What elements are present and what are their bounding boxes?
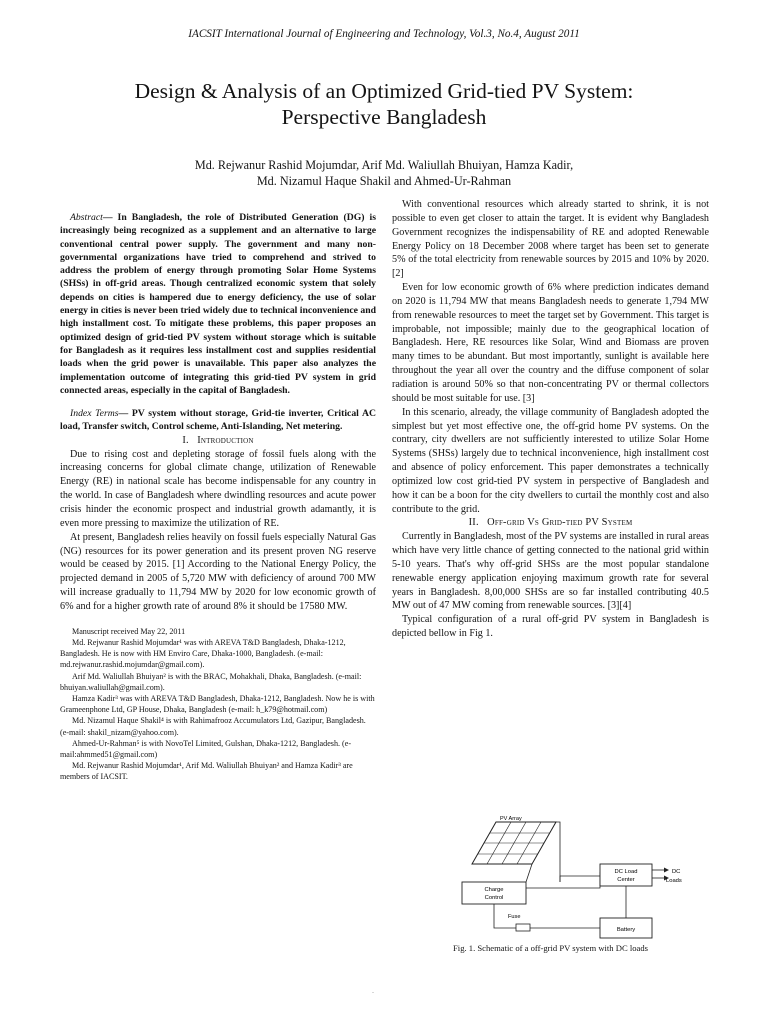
section-2-heading — [392, 516, 709, 530]
section-2-title: Off-grid Vs Grid-tied PV System — [487, 517, 633, 529]
section-1-number: I. — [182, 434, 189, 446]
abstract-text: — In Bangladesh, the role of Distributed Generation (DG) is increasingly being recognized as a supplement and an alternative to large conventional central power supply. The government and many non-governmental organizations have tried to comprehend and strived to address the problem of energy through promoting Solar Home Systems (SHSs) in off-grid areas. Though centralized economic system that solely depends on cities is hampered due to energy deficiency, the use of solar energy in cities is never been tried widely due to technical inconvenience and high installment cost. To mitigate these problems, this paper proposes an optimized design of grid-tied PV system without storage which is suitable for Bangladesh as it requires less installment cost and supplies residential loads when the grid power is unavailable. This paper also analyzes the implementation outcome of integrating this grid-tied PV system in grid connected areas, especially in the capital of Bangladesh. — [60, 212, 376, 396]
page-mark: . — [372, 986, 374, 995]
footnote-1: Manuscript received May 22, 2011 — [72, 626, 186, 636]
label-control: Control — [484, 895, 504, 901]
right-paragraph-1: With conventional resources which already started to shrink, it is not possible to even get closer to attain the target. It is evident why Bangladesh Government recognizes the indispensability of RE and adopted Renewable Energy Policy on 18 December 2008 where target has been set to generate 5% of the total electricity from renewable sources by 2015 and 10% by 2020. [2] — [392, 199, 709, 280]
authors-line-2: Md. Nizamul Haque Shakil and Ahmed-Ur-Rahman — [256, 174, 512, 188]
title-line-2: Perspective Bangladesh — [281, 105, 487, 129]
index-terms — [60, 407, 376, 434]
intro-paragraph-2: At present, Bangladesh relies heavily on fossil fuels especially Natural Gas (NG) resources for its power generation and its present proven NG reserve would be ceased by 2015. [1] According to the National Energy Policy, the projected demand in 2005 of 5,720 MW with deficiency of around 700 MW will increase gradually to 11,794 MW by 2020 for low economic growth of 6% and for a higher growth rate of around 8% it should be 17580 MW. — [60, 531, 376, 612]
section-1-heading — [60, 434, 376, 448]
label-loads: Loads — [666, 878, 682, 884]
abstract — [60, 211, 376, 397]
footnote-5: Md. Nizamul Haque Shakil⁴ is with Rahimafrooz Accumulators Ltd, Gazipur, Bangladesh. (e-mail: shakil_nizam@yahoo.com). — [60, 716, 366, 737]
section-2-number: II. — [468, 517, 479, 529]
section-2-paragraph-2: Typical configuration of a rural off-grid PV system in Bangladesh is depicted bellow in Fig 1. — [392, 614, 709, 640]
label-battery: Battery — [616, 927, 636, 933]
figure-1 — [460, 816, 680, 942]
pv-array-panel — [472, 822, 556, 864]
footnote-6: Ahmed-Ur-Rahman⁵ is with NovoTel Limited, Gulshan, Dhaka-1212, Bangladesh. (e-mail:ahmmed51@gmail.com) — [60, 738, 352, 759]
right-paragraph-3: In this scenario, already, the village community of Bangladesh adopted the simplest but yet most effective one, the off-grid home PV systems. On the contrary, city dwellers are not sufficiently interested to utilize Solar Home Systems (SHSs) largely due to technical inconvenience, high installment cost and absence of policy enforcement. This paper demonstrates a technically optimized low cost grid-tied PV system in perspective of Bangladesh and how it can be a boon for the city dwellers to curtail the monthly cost and also contribute to the grid. — [392, 406, 709, 515]
right-paragraph-2: Even for low economic growth of 6% where prediction indicates demand on 2020 is 11,794 MW that means Bangladesh needs to generate 1,794 MW from renewable resources to meet the target set by Government. This target is improbable, not impossible; mainly due to the geographical location of Bangladesh. Here, RE resources like Solar, Wind and Biomass are proven many times to be abundant. But most importantly, sunlight is available here throughout the year all over the country and the diffuse component of solar radiation is around 50% so that non-concentrating PV or thermal collectors should be most suitable for use. [3] — [392, 282, 709, 404]
label-pv-array: PV Array — [500, 816, 522, 822]
author-list — [80, 157, 688, 189]
figure-1-schematic — [460, 816, 680, 942]
footnote-4: Hamza Kadir³ was with AREVA T&D Bangladesh, Dhaka-1212, Bangladesh. Now he is with Grameenphone Ltd, GP House, Dhaka, Bangladesh (e-mail: h_k79@hotmail.com) — [60, 693, 375, 715]
section-2-paragraph-1: Currently in Bangladesh, most of the PV systems are installed in rural areas which have very little chance of getting connected to the national grid within 5-10 years. That's why off-grid SHSs are the most popular standalone renewable energy application enjoying maximum growth rate for several years in Bangladesh. 8,00,000 SHSs are so far installed contributing 40.5 MW out of 47 MW coming from renewable sources. [3][4] — [392, 531, 709, 612]
title-line-1: Design & Analysis of an Optimized Grid-tied PV System: — [134, 79, 634, 103]
authors-line-1: Md. Rejwanur Rashid Mojumdar, Arif Md. Waliullah Bhuiyan, Hamza Kadir, — [194, 158, 574, 172]
label-dc-load: DC Load — [614, 869, 638, 875]
footnote-3: Arif Md. Waliullah Bhuiyan² is with the BRAC, Mohakhali, Dhaka, Bangladesh. (e-mail: bhuiyan.waliullah@gmail.com). — [60, 671, 362, 692]
section-1-title: Introduction — [197, 434, 254, 446]
right-column — [392, 198, 709, 641]
label-center: Center — [617, 877, 635, 883]
index-terms-text: — PV system without storage, Grid-tie inverter, Critical AC load, Transfer switch, Control scheme, Anti-Islanding, Net metering. — [60, 408, 376, 433]
label-dc: DC — [672, 869, 681, 875]
paper-title — [60, 78, 708, 130]
abstract-lead: Abstract — [70, 212, 103, 223]
running-head: IACSIT International Journal of Engineering and Technology, Vol.3, No.4, August 2011 — [188, 28, 580, 40]
fuse-symbol — [516, 924, 530, 931]
footnote-7: Md. Rejwanur Rashid Mojumdar¹, Arif Md. Waliullah Bhuiyan² and Hamza Kadir³ are members of IACSIT. — [60, 761, 353, 782]
label-charge: Charge — [484, 887, 504, 893]
intro-paragraph-1: Due to rising cost and depleting storage of fossil fuels along with the increasing concerns for global climate change, utilization of Renewable Energy (RE) in national scale has become indispensable for any country in the world. In case of Bangladesh where dwindling resources and acute power crisis hinder the economic prospect and industrial growth adamantly, it is even more pressing to maximize the utilization of RE. — [60, 448, 376, 529]
index-terms-lead: Index Terms — [70, 408, 119, 420]
footnotes — [60, 626, 376, 783]
left-column — [60, 211, 376, 783]
footnote-2: Md. Rejwanur Rashid Mojumdar¹ was with AREVA T&D Bangladesh, Dhaka-1212, Bangladesh. He is now with HM Enviro Care, Dhaka-1000, Bangladesh. (e-mail: md.rejwanur.rashid.mojumdar@gmail.com). — [60, 637, 346, 670]
label-fuse: Fuse — [508, 914, 521, 920]
figure-1-caption: Fig. 1. Schematic of a off-grid PV system with DC loads — [453, 943, 648, 953]
